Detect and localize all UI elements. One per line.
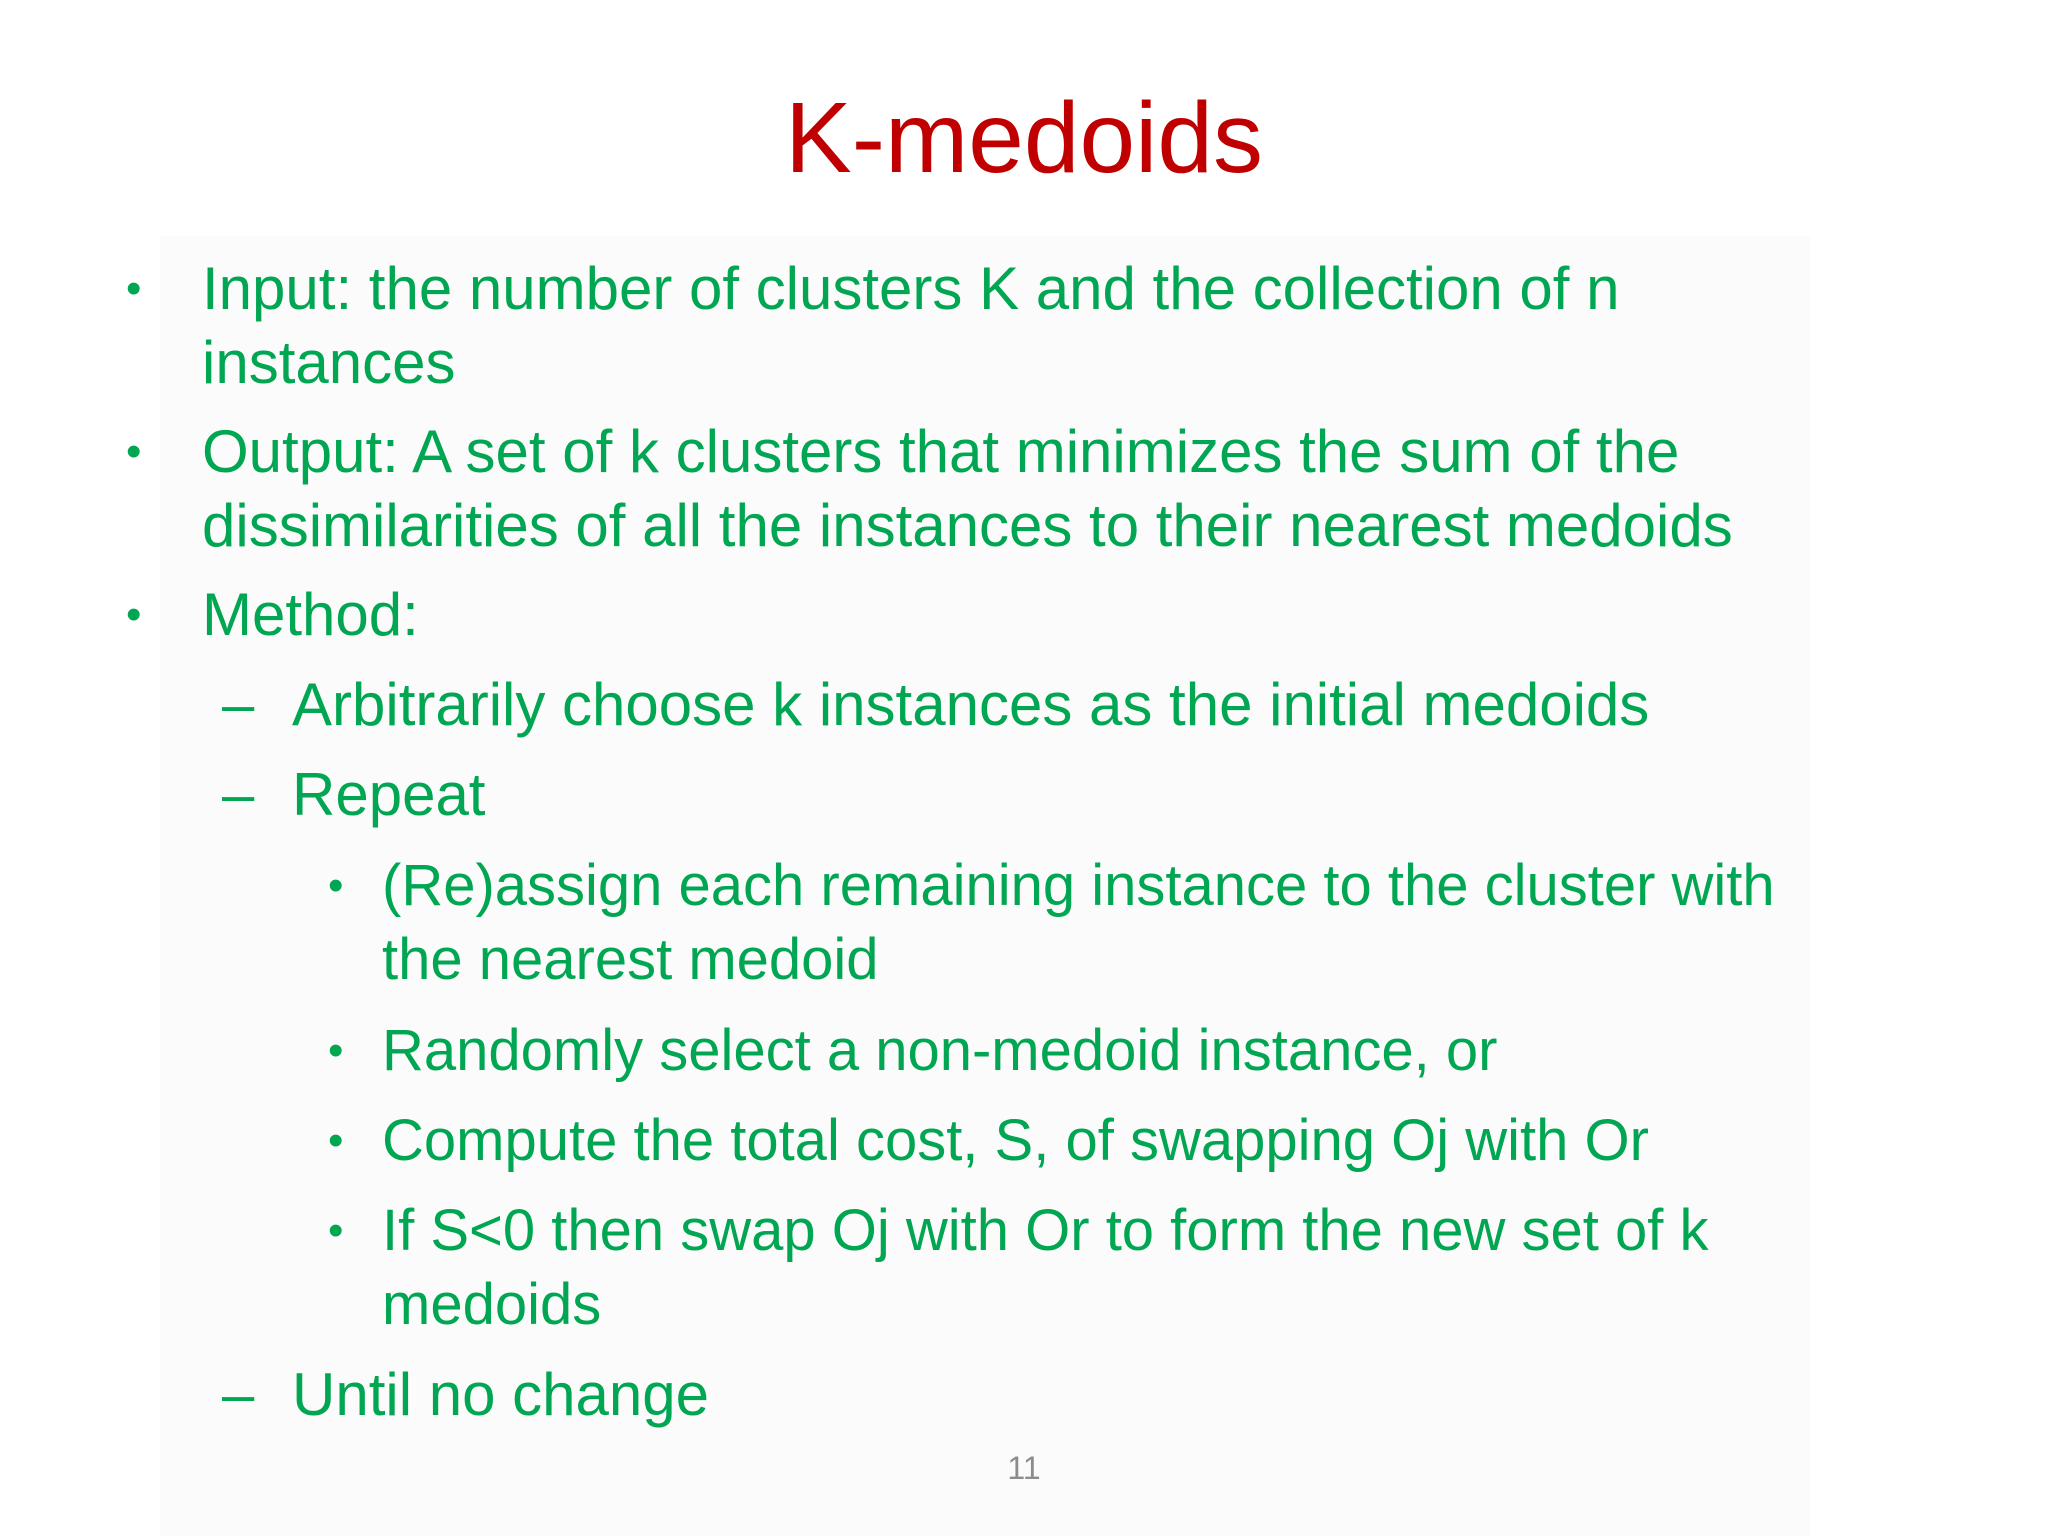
sub-item-text-line: Until no change xyxy=(292,1361,709,1428)
dash-marker: – xyxy=(222,672,255,737)
bullet-text-line: Method: xyxy=(202,581,419,648)
bullet-marker: • xyxy=(126,590,142,639)
sub-item-text-line: Arbitrarily choose k instances as the initial medoids xyxy=(292,671,1650,738)
sub-sub-item-text-line: medoids xyxy=(382,1272,602,1337)
sub-item-text-line: Repeat xyxy=(292,761,486,828)
dash-marker: – xyxy=(222,1362,255,1427)
bullet-marker: • xyxy=(328,1026,344,1075)
sub-sub-item-text-line: Compute the total cost, S, of swapping Oj with Or xyxy=(382,1108,1649,1173)
page-number: 11 xyxy=(1007,1450,1041,1486)
sub-sub-item-text-line: If S<0 then swap Oj with Or to form the new set of k xyxy=(382,1198,1709,1263)
bullet-text-line: instances xyxy=(202,329,456,396)
bullet-text-line: Input: the number of clusters K and the collection of n xyxy=(202,255,1620,322)
sub-sub-item-text-line: (Re)assign each remaining instance to the cluster with xyxy=(382,853,1775,918)
bullet-marker: • xyxy=(126,264,142,313)
bullet-marker: • xyxy=(328,1206,344,1255)
sub-sub-item-text-line: the nearest medoid xyxy=(382,927,879,992)
bullet-marker: • xyxy=(328,1116,344,1165)
bullet-text-line: Output: A set of k clusters that minimizes the sum of the xyxy=(202,418,1680,485)
dash-marker: – xyxy=(222,762,255,827)
bullet-text-line: dissimilarities of all the instances to their nearest medoids xyxy=(202,492,1733,559)
bullet-marker: • xyxy=(328,861,344,910)
slide-title: K-medoids xyxy=(785,82,1263,194)
sub-sub-item-text-line: Randomly select a non-medoid instance, or xyxy=(382,1018,1498,1083)
bullet-marker: • xyxy=(126,427,142,476)
